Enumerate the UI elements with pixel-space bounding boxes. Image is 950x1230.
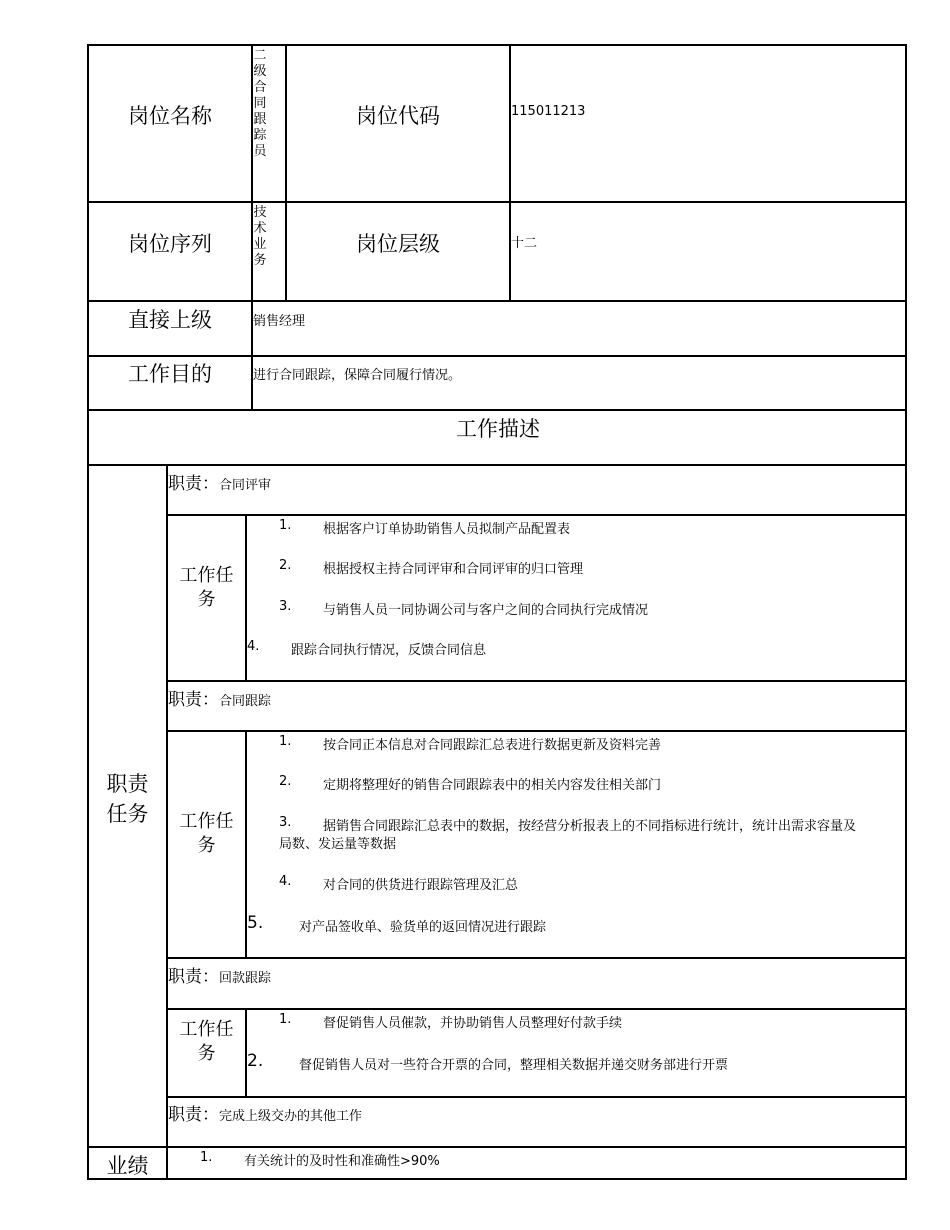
duty-heading: 职责：合同评审 bbox=[168, 474, 272, 494]
purpose-label: 工作目的 bbox=[128, 362, 212, 386]
task-text: 对产品签收单、验货单的返回情况进行跟踪 bbox=[299, 920, 547, 935]
duty-heading: 职责：回款跟踪 bbox=[168, 967, 272, 987]
duty-heading: 职责：完成上级交办的其他工作 bbox=[168, 1105, 363, 1125]
task-item: 2. bbox=[279, 558, 292, 573]
work-task-label: 工作任 务 bbox=[179, 811, 234, 856]
duties-label: 职责 任务 bbox=[106, 772, 149, 826]
task-text-continued: 局数、发运量等数据 bbox=[279, 837, 397, 852]
task-item: 5. bbox=[247, 913, 264, 933]
task-item: 2. bbox=[279, 774, 292, 789]
description-title: 工作描述 bbox=[456, 417, 540, 441]
superior-value: 销售经理 bbox=[253, 314, 306, 329]
performance-item-text: 有关统计的及时性和准确性>90% bbox=[244, 1154, 440, 1169]
task-text: 根据授权主持合同评审和合同评审的归口管理 bbox=[323, 562, 584, 577]
post-sequence-label: 岗位序列 bbox=[128, 232, 212, 256]
post-name-value: 二级合同跟踪员 bbox=[253, 48, 267, 159]
task-text: 按合同正本信息对合同跟踪汇总表进行数据更新及资料完善 bbox=[323, 738, 662, 753]
task-item: 1. bbox=[279, 1012, 292, 1027]
task-item: 3. bbox=[279, 815, 292, 830]
task-text: 与销售人员一同协调公司与客户之间的合同执行完成情况 bbox=[323, 603, 649, 618]
task-text: 定期将整理好的销售合同跟踪表中的相关内容发往相关部门 bbox=[323, 778, 662, 793]
task-text: 督促销售人员对一些符合开票的合同，整理相关数据并递交财务部进行开票 bbox=[299, 1058, 729, 1073]
performance-item-num: 1. bbox=[200, 1150, 213, 1165]
performance-label: 业绩 bbox=[106, 1154, 149, 1178]
task-item: 1. bbox=[279, 734, 292, 749]
task-item: 1. bbox=[279, 518, 292, 533]
post-sequence-value: 技术业务 bbox=[253, 205, 267, 268]
task-item: 4. bbox=[247, 639, 260, 654]
task-text: 对合同的供货进行跟踪管理及汇总 bbox=[323, 878, 519, 893]
task-item: 4. bbox=[279, 874, 292, 889]
task-item: 3. bbox=[279, 599, 292, 614]
task-item: 2. bbox=[247, 1051, 264, 1071]
task-text: 督促销售人员催款，并协助销售人员整理好付款手续 bbox=[323, 1016, 623, 1031]
post-level-value: 十二 bbox=[511, 236, 538, 251]
work-task-label: 工作任 务 bbox=[179, 565, 234, 610]
task-text: 根据客户订单协助销售人员拟制产品配置表 bbox=[323, 522, 571, 537]
duty-heading: 职责：合同跟踪 bbox=[168, 690, 272, 710]
post-level-label: 岗位层级 bbox=[356, 232, 440, 256]
task-text: 据销售合同跟踪汇总表中的数据，按经营分析报表上的不同指标进行统计，统计出需求容量及 bbox=[323, 819, 857, 834]
post-name-label: 岗位名称 bbox=[128, 104, 212, 128]
superior-label: 直接上级 bbox=[128, 308, 212, 332]
work-task-label: 工作任 务 bbox=[179, 1019, 234, 1064]
purpose-value: 进行合同跟踪，保障合同履行情况。 bbox=[253, 368, 462, 383]
post-code-value: 115011213 bbox=[511, 104, 586, 119]
task-text: 跟踪合同执行情况，反馈合同信息 bbox=[291, 643, 487, 658]
post-code-label: 岗位代码 bbox=[356, 104, 440, 128]
